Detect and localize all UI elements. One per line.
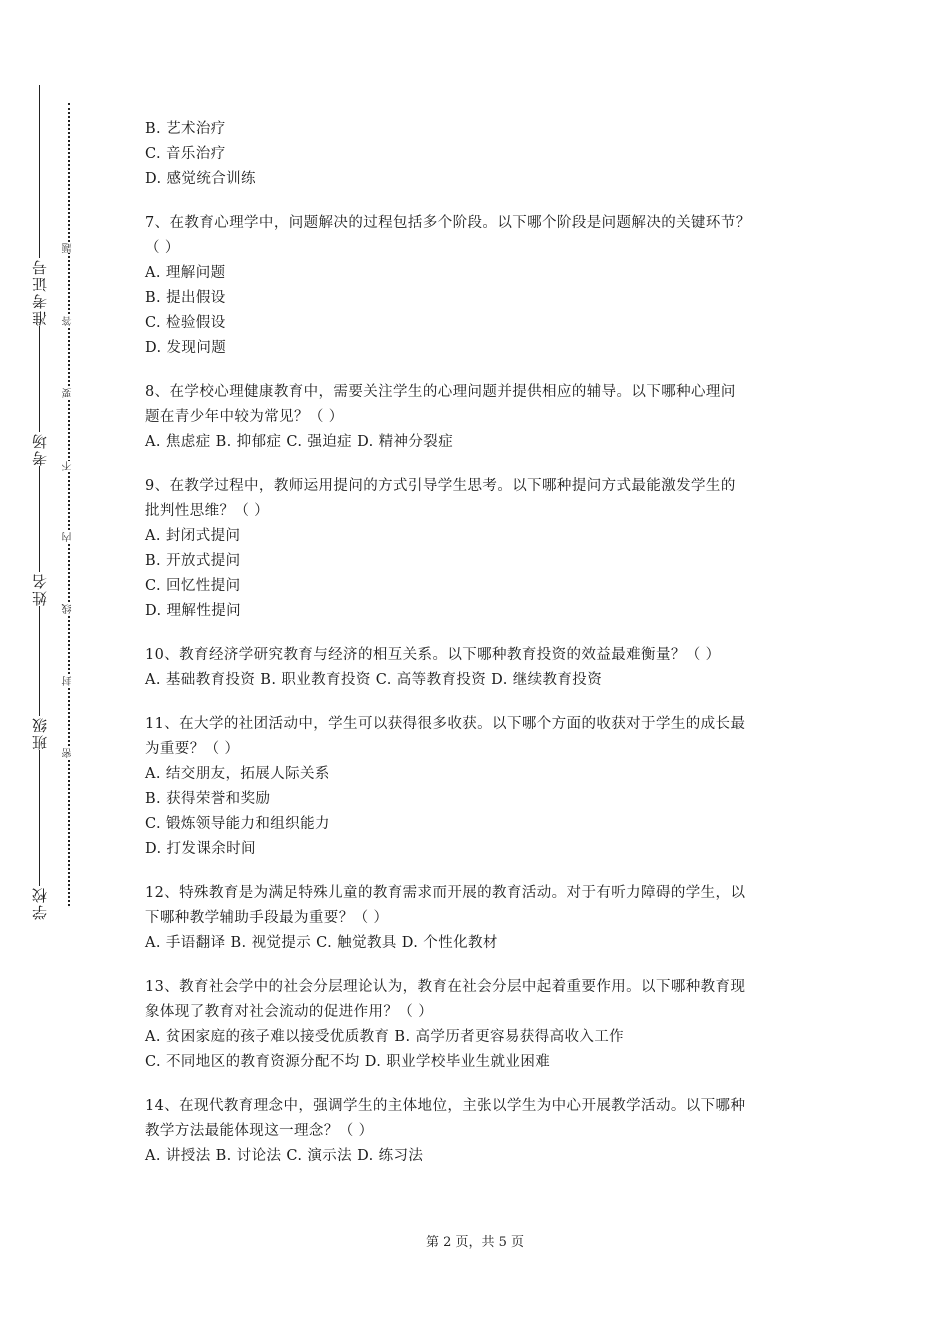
question-gap: [145, 956, 825, 975]
question-gap: [145, 693, 825, 712]
field-exam-number: 准考证号: [31, 258, 49, 326]
page-footer: 第 2 页，共 5 页: [425, 1235, 525, 1250]
question-block: [145, 211, 825, 361]
question-stem-line: 为重要？（ ）: [145, 741, 240, 757]
question-stem-line: （ ）: [145, 240, 180, 256]
question-stem-line: 13、教育社会学中的社会分层理论认为，教育在社会分层中起着重要作用。以下哪种教育现: [145, 979, 746, 995]
question-block: [145, 117, 825, 192]
question-stem-line: 7、在教育心理学中，问题解决的过程包括多个阶段。以下哪个阶段是问题解决的关键环节？: [145, 215, 751, 231]
question-block: [145, 712, 825, 862]
answer-option-line: B. 艺术治疗: [145, 121, 226, 137]
binding-margin: [0, 0, 140, 1344]
question-stem-line: 11、在大学的社团活动中，学生可以获得很多收获。以下哪个方面的收获对于学生的成长最: [145, 716, 746, 732]
question-gap: [145, 624, 825, 643]
seal-char: 不: [61, 461, 77, 471]
answer-option-line: C. 不同地区的教育资源分配不均 D. 职业学校毕业生就业困难: [145, 1054, 551, 1070]
answer-option-line: C. 音乐治疗: [145, 146, 226, 162]
field-exam-room: 考场: [31, 432, 49, 466]
answer-option-line: C. 检验假设: [145, 315, 226, 331]
question-stem-line: 9、在教学过程中，教师运用提问的方式引导学生思考。以下哪种提问方式最能激发学生的: [145, 478, 736, 494]
answer-option-line: A. 理解问题: [145, 265, 226, 281]
question-stem-line: 象体现了教育对社会流动的促进作用？（ ）: [145, 1004, 434, 1020]
question-gap: [145, 455, 825, 474]
question-block: [145, 643, 825, 693]
answer-option-line: B. 获得荣誉和奖励: [145, 791, 271, 807]
seal-char: 题: [61, 243, 77, 253]
answer-option-line: A. 手语翻译 B. 视觉提示 C. 触觉教具 D. 个性化教材: [145, 935, 498, 951]
question-stem-line: 14、在现代教育理念中，强调学生的主体地位，主张以学生为中心开展教学活动。以下哪种: [145, 1098, 746, 1114]
question-block: [145, 474, 825, 624]
answer-option-line: C. 锻炼领导能力和组织能力: [145, 816, 330, 832]
question-stem-line: 题在青少年中较为常见？（ ）: [145, 409, 344, 425]
question-stem-line: 教学方法最能体现这一理念？（ ）: [145, 1123, 374, 1139]
margin-solid-line: [39, 85, 40, 908]
question-block: [145, 975, 825, 1075]
question-stem-line: 10、教育经济学研究教育与经济的相互关系。以下哪种教育投资的效益最难衡量？（ ）: [145, 647, 721, 663]
answer-option-line: B. 提出假设: [145, 290, 226, 306]
field-class: 班级: [31, 716, 49, 750]
seal-char: 要: [61, 388, 77, 398]
question-stem-line: 8、在学校心理健康教育中，需要关注学生的心理问题并提供相应的辅导。以下哪种心理问: [145, 384, 736, 400]
answer-option-line: C. 回忆性提问: [145, 578, 241, 594]
answer-option-line: A. 结交朋友，拓展人际关系: [145, 766, 330, 782]
answer-option-line: A. 焦虑症 B. 抑郁症 C. 强迫症 D. 精神分裂症: [145, 434, 454, 450]
question-gap: [145, 1075, 825, 1094]
answer-option-line: D. 打发课余时间: [145, 841, 256, 857]
seal-char: 封: [61, 676, 77, 686]
field-name: 姓名: [31, 572, 49, 606]
question-list: [145, 117, 825, 1169]
question-stem-line: 12、特殊教育是为满足特殊儿童的教育需求而开展的教育活动。对于有听力障碍的学生，以: [145, 885, 746, 901]
answer-option-line: A. 封闭式提问: [145, 528, 241, 544]
question-gap: [145, 361, 825, 380]
answer-option-line: A. 贫困家庭的孩子难以接受优质教育 B. 高学历者更容易获得高收入工作: [145, 1029, 625, 1045]
question-block: [145, 881, 825, 956]
question-block: [145, 380, 825, 455]
answer-option-line: A. 讲授法 B. 讨论法 C. 演示法 D. 练习法: [145, 1148, 424, 1164]
answer-option-line: D. 感觉统合训练: [145, 171, 256, 187]
seal-dotted-line: [68, 103, 70, 906]
answer-option-line: D. 理解性提问: [145, 603, 242, 619]
seal-char: 内: [61, 532, 77, 542]
question-stem-line: 下哪种教学辅助手段最为重要？（ ）: [145, 910, 389, 926]
question-block: [145, 1094, 825, 1169]
seal-char: 线: [61, 604, 77, 614]
seal-char: 答: [61, 316, 77, 326]
answer-option-line: B. 开放式提问: [145, 553, 241, 569]
question-gap: [145, 862, 825, 881]
answer-option-line: D. 发现问题: [145, 340, 227, 356]
question-gap: [145, 192, 825, 211]
seal-char: 密: [61, 748, 77, 758]
question-stem-line: 批判性思维？（ ）: [145, 503, 270, 519]
answer-option-line: A. 基础教育投资 B. 职业教育投资 C. 高等教育投资 D. 继续教育投资: [145, 672, 603, 688]
field-school: 学校: [31, 886, 49, 920]
